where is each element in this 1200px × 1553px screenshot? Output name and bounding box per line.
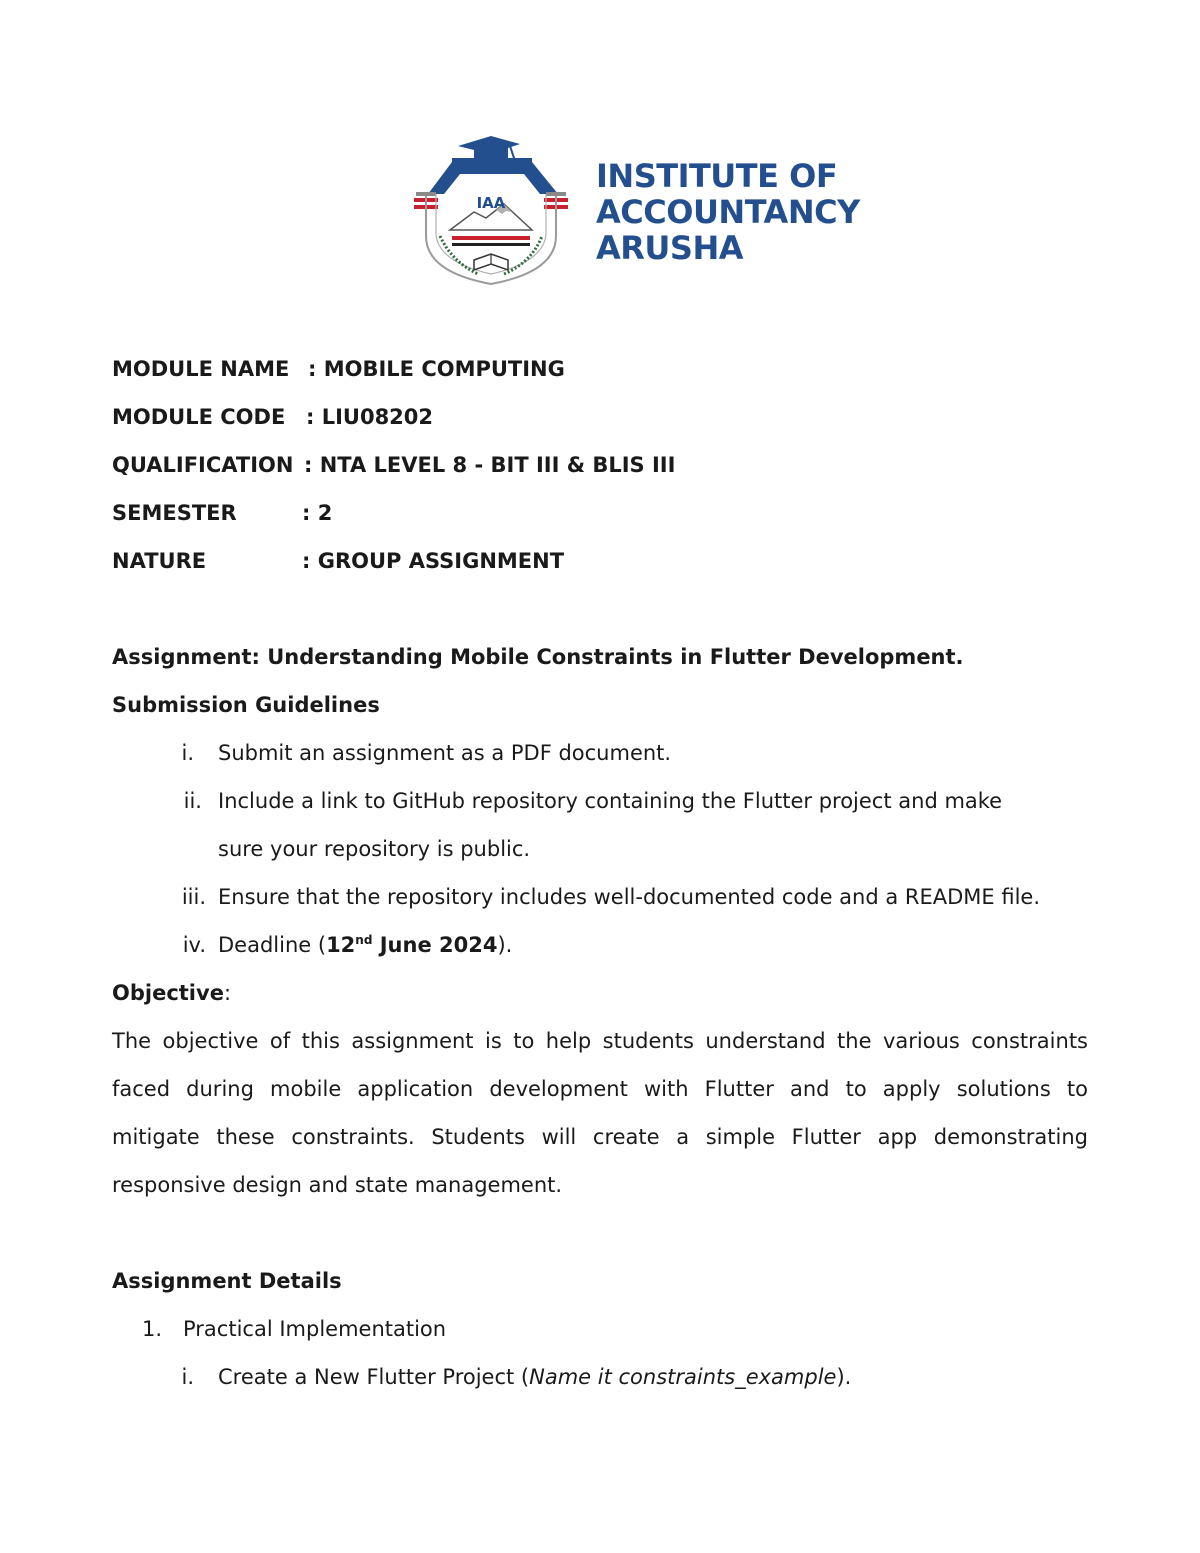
info-label: MODULE CODE bbox=[112, 405, 286, 429]
deadline-close: ). bbox=[497, 933, 513, 957]
assignment-title: Assignment: Understanding Mobile Constraints in Flutter Development. bbox=[112, 645, 964, 669]
deadline-day: 12 bbox=[326, 933, 356, 957]
list-number: iv. bbox=[182, 933, 206, 957]
info-label: SEMESTER bbox=[112, 501, 237, 525]
list-number: iii. bbox=[181, 885, 206, 909]
objective-line-1: The objective of this assignment is to help students understand the various constraints bbox=[112, 1029, 1088, 1053]
deadline-suffix: nd bbox=[355, 933, 373, 947]
info-label: MODULE NAME bbox=[112, 357, 290, 381]
info-value: : GROUP ASSIGNMENT bbox=[302, 549, 565, 573]
submission-heading: Submission Guidelines bbox=[112, 693, 380, 717]
list-number: 1. bbox=[141, 1317, 162, 1341]
info-label: NATURE bbox=[112, 549, 207, 573]
info-value: : LIU08202 bbox=[306, 405, 434, 429]
objective-colon: : bbox=[223, 981, 232, 1005]
info-value: : NTA LEVEL 8 - BIT III & BLIS III bbox=[304, 453, 676, 477]
list-text: sure your repository is public. bbox=[218, 837, 531, 861]
institution-logo bbox=[412, 132, 860, 292]
deadline-date bbox=[326, 933, 497, 957]
sub-text-prefix: Create a New Flutter Project ( bbox=[218, 1365, 530, 1389]
deadline-prefix: Deadline ( bbox=[218, 933, 327, 957]
objective-line-2: faced during mobile application development with Flutter and to apply solutions to bbox=[112, 1077, 1088, 1101]
info-value: : 2 bbox=[302, 501, 333, 525]
institution-name-line-3: ARUSHA bbox=[596, 229, 743, 267]
details-heading: Assignment Details bbox=[112, 1269, 342, 1293]
iaa-emblem-icon bbox=[412, 132, 570, 288]
sub-text-suffix: ). bbox=[836, 1365, 852, 1389]
list-text bbox=[218, 1364, 851, 1390]
list-text: Include a link to GitHub repository containing the Flutter project and make bbox=[218, 789, 1003, 813]
project-name: Name it constraints_example bbox=[529, 1365, 837, 1389]
deadline-text bbox=[218, 932, 512, 958]
institution-name bbox=[596, 158, 860, 266]
objective-heading bbox=[112, 980, 231, 1006]
list-text: Practical Implementation bbox=[183, 1317, 447, 1341]
list-number: i. bbox=[181, 741, 194, 765]
info-label: QUALIFICATION bbox=[112, 453, 294, 477]
institution-name-line-1: INSTITUTE OF bbox=[596, 157, 838, 195]
institution-name-line-2: ACCOUNTANCY bbox=[596, 193, 860, 231]
objective-line-4: responsive design and state management. bbox=[112, 1173, 563, 1197]
list-number: i. bbox=[181, 1365, 194, 1389]
objective-line-3: mitigate these constraints. Students will create a simple Flutter app demonstrating bbox=[112, 1125, 1088, 1149]
objective-heading-text: Objective bbox=[112, 981, 224, 1005]
list-text: Ensure that the repository includes well-documented code and a README file. bbox=[218, 885, 1041, 909]
deadline-month-year: June 2024 bbox=[372, 933, 498, 957]
emblem-initials: IAA bbox=[476, 194, 506, 212]
list-text: Submit an assignment as a PDF document. bbox=[218, 741, 672, 765]
list-number: ii. bbox=[183, 789, 202, 813]
info-value: : MOBILE COMPUTING bbox=[308, 357, 565, 381]
